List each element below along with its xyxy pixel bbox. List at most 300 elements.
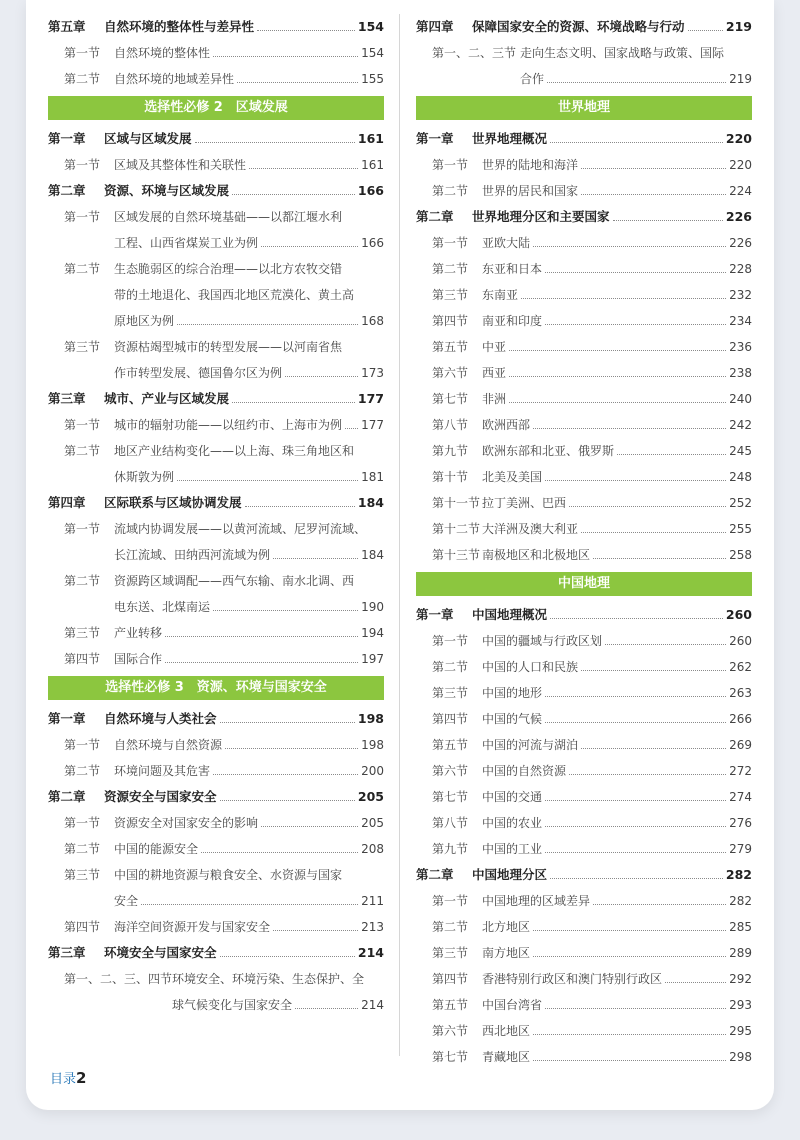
toc-section-row[interactable]: [416, 490, 752, 516]
dot-leader: [593, 904, 726, 905]
page-number: 228: [729, 262, 752, 276]
section-title: 城市的辐射功能——以纽约市、上海市为例: [114, 418, 343, 432]
toc-section-row[interactable]: [416, 654, 752, 680]
toc-chapter-row[interactable]: [48, 386, 384, 412]
toc-section-row[interactable]: [48, 308, 384, 334]
page-number: 161: [357, 131, 384, 146]
section-number: 第四节: [64, 920, 101, 934]
page-number: 214: [361, 998, 384, 1012]
toc-section-row[interactable]: [416, 178, 752, 204]
page-number: 269: [729, 738, 752, 752]
section-number: 第三节: [432, 686, 469, 700]
chapter-number: 第二章: [48, 789, 86, 804]
toc-section-row[interactable]: [48, 620, 384, 646]
toc-section-row[interactable]: [416, 386, 752, 412]
section-title: 中国的人口和民族: [482, 660, 579, 674]
dot-leader: [273, 930, 358, 931]
toc-section-row[interactable]: [416, 40, 752, 66]
toc-section-row[interactable]: [416, 888, 752, 914]
page-number: 211: [361, 894, 384, 908]
section-banner: 选择性必修 3 资源、环境与国家安全: [48, 676, 384, 700]
page-number: 298: [729, 1050, 752, 1064]
dot-leader: [177, 480, 358, 481]
page-number: 258: [729, 548, 752, 562]
chapter-number: 第四章: [416, 19, 454, 34]
section-title: 青藏地区: [482, 1050, 531, 1064]
section-number: 第七节: [432, 790, 469, 804]
section-title: 电东送、北煤南运: [114, 600, 211, 614]
dot-leader: [545, 800, 726, 801]
section-title: 流域内协调发展——以黄河流域、尼罗河流域、: [114, 522, 367, 536]
section-number: 第二节: [64, 764, 101, 778]
page-number: 184: [357, 495, 384, 510]
section-title: 中国的能源安全: [114, 842, 199, 856]
section-title: 中国的耕地资源与粮食安全、水资源与国家: [114, 868, 343, 882]
toc-section-row[interactable]: [416, 230, 752, 256]
toc-chapter-row[interactable]: [416, 862, 752, 888]
section-number: 第六节: [432, 764, 469, 778]
chapter-title: 城市、产业与区域发展: [104, 391, 230, 406]
dot-leader: [261, 826, 358, 827]
toc-section-row[interactable]: [416, 836, 752, 862]
section-title: 自然环境的整体性: [114, 46, 211, 60]
toc-section-row[interactable]: [416, 940, 752, 966]
toc-section-row[interactable]: [48, 282, 384, 308]
page-number: 181: [361, 470, 384, 484]
section-number: 第十节: [432, 470, 469, 484]
section-title: 海洋空间资源开发与国家安全: [114, 920, 271, 934]
section-banner: 选择性必修 2 区域发展: [48, 96, 384, 120]
page-number: 260: [725, 607, 752, 622]
page-number: 252: [729, 496, 752, 510]
toc-section-row[interactable]: [416, 516, 752, 542]
section-number: 第一节: [64, 522, 101, 536]
section-number: 第四节: [64, 652, 101, 666]
section-title: 欧洲东部和北亚、俄罗斯: [482, 444, 615, 458]
toc-chapter-row[interactable]: [416, 126, 752, 152]
chapter-title: 环境安全与国家安全: [104, 945, 217, 960]
toc-right-column: [416, 14, 752, 1070]
section-title: 南极地区和北极地区: [482, 548, 591, 562]
toc-section-row[interactable]: [48, 914, 384, 940]
chapter-title: 自然环境与人类社会: [104, 711, 217, 726]
section-title: 世界的陆地和海洋: [482, 158, 579, 172]
toc-section-row[interactable]: [48, 758, 384, 784]
section-title: 走向生态文明、国家战略与政策、国际: [520, 46, 725, 60]
toc-chapter-row[interactable]: [416, 14, 752, 40]
toc-section-row[interactable]: [416, 256, 752, 282]
toc-section-row[interactable]: [48, 204, 384, 230]
section-number: 第一节: [64, 46, 101, 60]
page-number: 177: [361, 418, 384, 432]
page-number: 234: [729, 314, 752, 328]
page-number: 295: [729, 1024, 752, 1038]
page-number: 198: [361, 738, 384, 752]
chapter-title: 世界地理分区和主要国家: [472, 209, 610, 224]
section-title: 环境问题及其危害: [114, 764, 211, 778]
toc-section-row[interactable]: [48, 40, 384, 66]
page-number: 166: [361, 236, 384, 250]
section-number: 第二节: [432, 262, 469, 276]
section-number: 第二节: [432, 184, 469, 198]
section-title: 中国的交通: [482, 790, 543, 804]
page-number: 282: [725, 867, 752, 882]
chapter-number: 第二章: [416, 209, 454, 224]
section-title: 资源枯竭型城市的转型发展——以河南省焦: [114, 340, 343, 354]
chapter-number: 第四章: [48, 495, 86, 510]
toc-section-row[interactable]: [416, 628, 752, 654]
section-title: 产业转移: [114, 626, 163, 640]
section-number: 第二节: [432, 660, 469, 674]
dot-leader: [261, 246, 358, 247]
section-number: 第二节: [64, 72, 101, 86]
toc-section-row[interactable]: [48, 966, 384, 992]
chapter-number: 第二章: [416, 867, 454, 882]
dot-leader: [569, 506, 726, 507]
dot-leader: [220, 956, 355, 957]
dot-leader: [521, 298, 726, 299]
dot-leader: [533, 428, 726, 429]
toc-section-row[interactable]: [416, 66, 752, 92]
toc-section-row[interactable]: [416, 308, 752, 334]
toc-section-row[interactable]: [48, 66, 384, 92]
toc-section-row[interactable]: [48, 836, 384, 862]
dot-leader: [285, 376, 358, 377]
section-title: 资源跨区域调配——西气东输、南水北调、西: [114, 574, 355, 588]
toc-section-row[interactable]: [48, 152, 384, 178]
page-number: 220: [725, 131, 752, 146]
dot-leader: [605, 644, 726, 645]
page-number: 238: [729, 366, 752, 380]
section-number: 第一节: [64, 738, 101, 752]
dot-leader: [593, 558, 726, 559]
section-title: 资源安全对国家安全的影响: [114, 816, 259, 830]
page-number: 197: [361, 652, 384, 666]
toc-section-row[interactable]: [416, 680, 752, 706]
chapter-number: 第三章: [48, 391, 86, 406]
section-banner: 中国地理: [416, 572, 752, 596]
page-number: 190: [361, 600, 384, 614]
chapter-title: 区际联系与区域协调发展: [104, 495, 242, 510]
page-number: 219: [729, 72, 752, 86]
toc-section-row[interactable]: [48, 542, 384, 568]
section-number: 第五节: [432, 340, 469, 354]
chapter-number: 第一章: [416, 607, 454, 622]
toc-section-row[interactable]: [48, 646, 384, 672]
section-title: 世界的居民和国家: [482, 184, 579, 198]
page-number: 248: [729, 470, 752, 484]
section-number: 第十二节: [432, 522, 481, 536]
dot-leader: [220, 800, 355, 801]
dot-leader: [545, 852, 726, 853]
page-number: 177: [357, 391, 384, 406]
page-number: 154: [361, 46, 384, 60]
section-title: 国际合作: [114, 652, 163, 666]
toc-chapter-row[interactable]: [416, 602, 752, 628]
dot-leader: [232, 402, 355, 403]
dot-leader: [617, 454, 726, 455]
section-title: 东南亚: [482, 288, 519, 302]
toc-section-row[interactable]: [416, 412, 752, 438]
page-number: 184: [361, 548, 384, 562]
section-title: 南亚和印度: [482, 314, 543, 328]
chapter-title: 世界地理概况: [472, 131, 548, 146]
page-number: 255: [729, 522, 752, 536]
section-title: 原地区为例: [114, 314, 175, 328]
toc-section-row[interactable]: [416, 966, 752, 992]
section-number: 第十三节: [432, 548, 481, 562]
dot-leader: [581, 532, 726, 533]
footer-page-number: 2: [76, 1069, 87, 1087]
section-number: 第二节: [432, 920, 469, 934]
toc-chapter-row[interactable]: [48, 784, 384, 810]
chapter-number: 第一章: [416, 131, 454, 146]
dot-leader: [201, 852, 358, 853]
page-number: 293: [729, 998, 752, 1012]
section-number: 第一、二、三、四节: [64, 972, 173, 986]
dot-leader: [257, 30, 355, 31]
section-title: 长江流域、田纳西河流域为例: [114, 548, 271, 562]
dot-leader: [237, 82, 358, 83]
section-number: 第二节: [64, 262, 101, 276]
page-number: 213: [361, 920, 384, 934]
section-number: 第十一节: [432, 496, 481, 510]
toc-section-row[interactable]: [416, 438, 752, 464]
section-number: 第一节: [432, 158, 469, 172]
page-number: 272: [729, 764, 752, 778]
section-number: 第七节: [432, 1050, 469, 1064]
toc-chapter-row[interactable]: [48, 706, 384, 732]
toc-section-row[interactable]: [416, 914, 752, 940]
page-number: 285: [729, 920, 752, 934]
dot-leader: [547, 82, 726, 83]
toc-chapter-row[interactable]: [48, 490, 384, 516]
section-number: 第一节: [64, 210, 101, 224]
dot-leader: [213, 774, 358, 775]
toc-section-row[interactable]: [48, 412, 384, 438]
page-number: 245: [729, 444, 752, 458]
toc-chapter-row[interactable]: [48, 14, 384, 40]
section-number: 第三节: [432, 288, 469, 302]
toc-chapter-row[interactable]: [48, 178, 384, 204]
section-title: 中国的河流与湖泊: [482, 738, 579, 752]
section-title: 北美及美国: [482, 470, 543, 484]
dot-leader: [273, 558, 358, 559]
page-number: 161: [361, 158, 384, 172]
dot-leader: [545, 826, 726, 827]
toc-section-row[interactable]: [48, 438, 384, 464]
section-title: 中亚: [482, 340, 507, 354]
toc-section-row[interactable]: [48, 360, 384, 386]
section-number: 第三节: [432, 946, 469, 960]
section-number: 第一节: [64, 158, 101, 172]
section-number: 第三节: [64, 868, 101, 882]
page-number: 226: [725, 209, 752, 224]
section-title: 自然环境与自然资源: [114, 738, 223, 752]
toc-section-row[interactable]: [48, 888, 384, 914]
page-number: 200: [361, 764, 384, 778]
page-number: 274: [729, 790, 752, 804]
footer-label: 目录: [50, 1072, 77, 1087]
section-title: 中国的疆域与行政区划: [482, 634, 603, 648]
toc-chapter-row[interactable]: [416, 204, 752, 230]
dot-leader: [509, 376, 726, 377]
chapter-number: 第五章: [48, 19, 86, 34]
toc-section-row[interactable]: [48, 334, 384, 360]
dot-leader: [249, 168, 358, 169]
section-title: 大洋洲及澳大利亚: [482, 522, 579, 536]
dot-leader: [581, 670, 726, 671]
dot-leader: [165, 662, 358, 663]
page-number: 282: [729, 894, 752, 908]
toc-section-row[interactable]: [48, 516, 384, 542]
toc-section-row[interactable]: [48, 464, 384, 490]
toc-section-row[interactable]: [416, 464, 752, 490]
chapter-title: 资源、环境与区域发展: [104, 183, 230, 198]
dot-leader: [688, 30, 723, 31]
section-number: 第四节: [432, 314, 469, 328]
toc-section-row[interactable]: [416, 334, 752, 360]
page-number: 289: [729, 946, 752, 960]
section-title: 区域及其整体性和关联性: [114, 158, 247, 172]
section-title: 地区产业结构变化——以上海、珠三角地区和: [114, 444, 355, 458]
toc-section-row[interactable]: [48, 230, 384, 256]
section-number: 第五节: [432, 738, 469, 752]
dot-leader: [195, 142, 355, 143]
chapter-title: 区域与区域发展: [104, 131, 192, 146]
chapter-title: 中国地理分区: [472, 867, 548, 882]
toc-section-row[interactable]: [416, 706, 752, 732]
chapter-number: 第三章: [48, 945, 86, 960]
section-title: 中国的地形: [482, 686, 543, 700]
chapter-title: 自然环境的整体性与差异性: [104, 19, 255, 34]
toc-section-row[interactable]: [416, 992, 752, 1018]
dot-leader: [545, 1008, 726, 1009]
dot-leader: [245, 506, 355, 507]
page-number: 194: [361, 626, 384, 640]
toc-section-row[interactable]: [416, 784, 752, 810]
dot-leader: [533, 246, 726, 247]
section-title: 西北地区: [482, 1024, 531, 1038]
section-title: 欧洲西部: [482, 418, 531, 432]
section-title: 中国的工业: [482, 842, 543, 856]
toc-chapter-row[interactable]: [48, 126, 384, 152]
section-title: 球气候变化与国家安全: [172, 998, 293, 1012]
page-number: 232: [729, 288, 752, 302]
section-title: 带的土地退化、我国西北地区荒漠化、黄土高: [114, 288, 355, 302]
section-number: 第五节: [432, 998, 469, 1012]
toc-section-row[interactable]: [48, 256, 384, 282]
section-title: 南方地区: [482, 946, 531, 960]
page-number: 263: [729, 686, 752, 700]
section-title: 亚欧大陆: [482, 236, 531, 250]
dot-leader: [545, 722, 726, 723]
page-number: 242: [729, 418, 752, 432]
dot-leader: [550, 142, 723, 143]
section-title: 工程、山西省煤炭工业为例: [114, 236, 259, 250]
page-number: 260: [729, 634, 752, 648]
dot-leader: [533, 1060, 726, 1061]
toc-section-row[interactable]: [416, 282, 752, 308]
page-number: 226: [729, 236, 752, 250]
toc-section-row[interactable]: [48, 594, 384, 620]
page-number: 219: [725, 19, 752, 34]
toc-section-row[interactable]: [416, 810, 752, 836]
page-number: 214: [357, 945, 384, 960]
toc-section-row[interactable]: [416, 732, 752, 758]
section-title: 中国台湾省: [482, 998, 543, 1012]
page-number: 279: [729, 842, 752, 856]
section-number: 第九节: [432, 444, 469, 458]
dot-leader: [545, 272, 726, 273]
section-title: 生态脆弱区的综合治理——以北方农牧交错: [114, 262, 343, 276]
section-number: 第二节: [64, 444, 101, 458]
page-number: 198: [357, 711, 384, 726]
toc-section-row[interactable]: [416, 152, 752, 178]
section-title: 自然环境的地域差异性: [114, 72, 235, 86]
dot-leader: [533, 1034, 726, 1035]
section-number: 第一节: [64, 418, 101, 432]
section-number: 第二节: [64, 574, 101, 588]
dot-leader: [665, 982, 726, 983]
toc-section-row[interactable]: [416, 1044, 752, 1070]
page-number: 240: [729, 392, 752, 406]
dot-leader: [545, 696, 726, 697]
dot-leader: [581, 168, 726, 169]
chapter-number: 第一章: [48, 131, 86, 146]
toc-section-row[interactable]: [48, 992, 384, 1018]
section-title: 拉丁美洲、巴西: [482, 496, 567, 510]
dot-leader: [533, 930, 726, 931]
section-title: 非洲: [482, 392, 507, 406]
toc-section-row[interactable]: [416, 542, 752, 568]
toc-section-row[interactable]: [48, 810, 384, 836]
toc-section-row[interactable]: [416, 1018, 752, 1044]
section-title: 区域发展的自然环境基础——以都江堰水利: [114, 210, 343, 224]
section-title: 东亚和日本: [482, 262, 543, 276]
section-title: 中国的农业: [482, 816, 543, 830]
chapter-number: 第一章: [48, 711, 86, 726]
chapter-title: 保障国家安全的资源、环境战略与行动: [472, 19, 685, 34]
page-number: 154: [357, 19, 384, 34]
column-divider: [399, 14, 400, 1056]
page-number: 155: [361, 72, 384, 86]
toc-section-row[interactable]: [48, 732, 384, 758]
section-number: 第八节: [432, 816, 469, 830]
dot-leader: [545, 480, 726, 481]
section-number: 第八节: [432, 418, 469, 432]
section-number: 第三节: [64, 340, 101, 354]
section-title: 环境安全、环境污染、生态保护、全: [172, 972, 365, 986]
section-title: 中国的气候: [482, 712, 543, 726]
dot-leader: [345, 428, 358, 429]
page-number: 166: [357, 183, 384, 198]
page-number: 266: [729, 712, 752, 726]
section-title: 西亚: [482, 366, 507, 380]
toc-section-row[interactable]: [416, 758, 752, 784]
page-number: 173: [361, 366, 384, 380]
toc-section-row[interactable]: [48, 862, 384, 888]
dot-leader: [295, 1008, 358, 1009]
toc-chapter-row[interactable]: [48, 940, 384, 966]
section-number: 第九节: [432, 842, 469, 856]
section-title: 香港特别行政区和澳门特别行政区: [482, 972, 663, 986]
dot-leader: [550, 878, 723, 879]
toc-section-row[interactable]: [48, 568, 384, 594]
toc-section-row[interactable]: [416, 360, 752, 386]
section-number: 第七节: [432, 392, 469, 406]
toc-left-column: [48, 14, 384, 1018]
